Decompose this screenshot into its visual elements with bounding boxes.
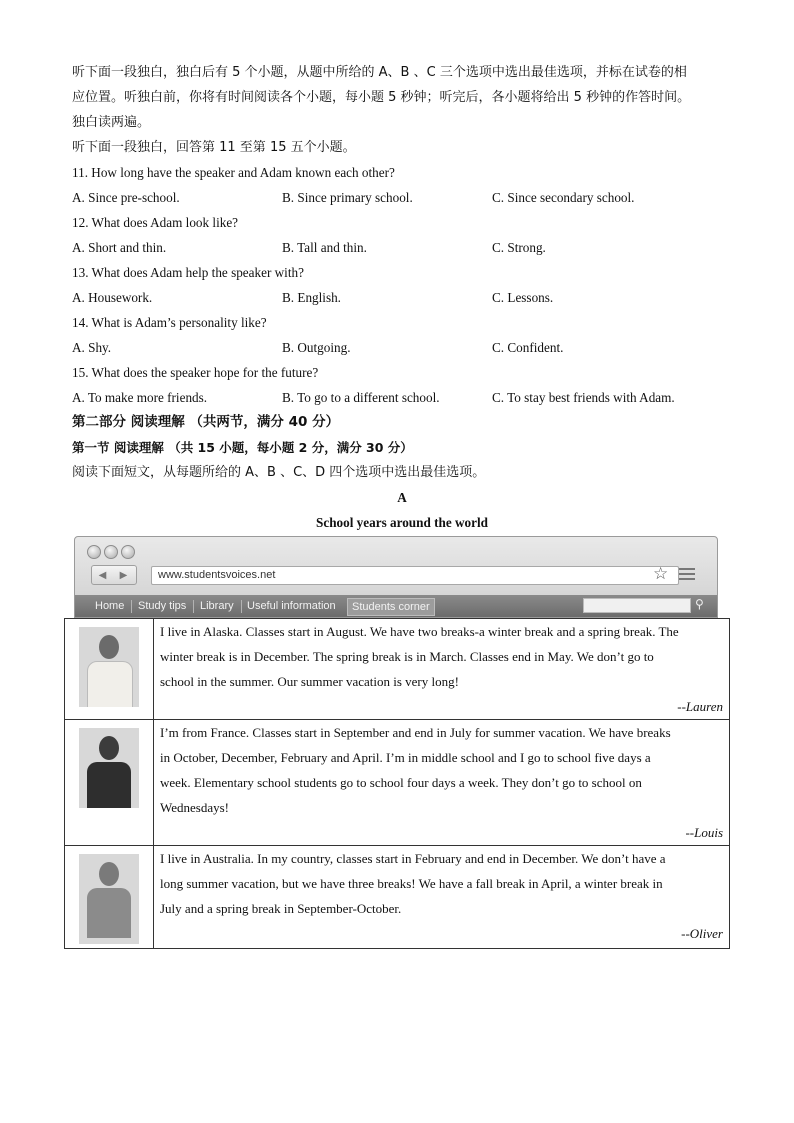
menu-icon — [679, 568, 695, 583]
question-text: 15. What does the speaker hope for the future? — [72, 365, 319, 380]
options-row — [72, 335, 732, 360]
option-c: C. Confident. — [492, 340, 564, 355]
post-row-oliver — [65, 846, 730, 949]
student-photo-louis — [79, 728, 139, 808]
listening-intro: 听下面一段独白，回答第 11 至第 15 五个小题。 — [72, 140, 356, 155]
listening-instruction-line-1: 听下面一段独白，独白后有 5 个小题，从题中所给的 A、B 、C 三个选项中选出最佳选项，并标在试卷的相 — [72, 65, 687, 80]
forward-arrow-icon: ▶ — [119, 570, 128, 581]
address-bar: www.studentsvoices.net — [151, 566, 679, 585]
post-author: --Louis — [685, 825, 723, 840]
nav-tab-study-tips: Study tips — [138, 600, 187, 612]
post-row-louis — [65, 720, 730, 846]
option-a: A. Since pre-school. — [72, 190, 180, 205]
nav-buttons — [91, 565, 137, 585]
option-b: B. English. — [282, 290, 341, 305]
student-photo-lauren — [79, 627, 139, 707]
post-line: July and a spring break in September-October. — [160, 901, 402, 916]
question-text: 12. What does Adam look like? — [72, 215, 239, 230]
question-11 — [72, 160, 732, 210]
photo-shirt — [87, 661, 133, 707]
nav-tab-students-corner: Students corner — [347, 598, 435, 616]
post-line: winter break is in December. The spring break is in March. Classes end in May. We don’t go to — [160, 649, 654, 664]
listening-instruction-line-2: 应位置。听独白前，你将有时间阅读各个小题，每小题 5 秒钟；听完后，各小题将给出 5 秒钟的作答时间。 — [72, 90, 691, 105]
option-a: A. Shy. — [72, 340, 112, 355]
question-text: 13. What does Adam help the speaker with? — [72, 265, 304, 280]
site-search-box — [583, 598, 691, 613]
listening-instruction-line-3: 独白读两遍。 — [72, 115, 151, 130]
reading-part-heading: 第二部分 阅读理解 （共两节，满分 40 分） — [72, 414, 340, 430]
post-row-lauren — [65, 619, 730, 720]
post-author: --Oliver — [681, 926, 723, 941]
option-a: A. Short and thin. — [72, 240, 167, 255]
option-b: B. Tall and thin. — [282, 240, 367, 255]
post-text-cell — [154, 720, 730, 846]
passage-title: School years around the world — [316, 515, 488, 530]
window-close-icon — [87, 545, 101, 559]
nav-tab-useful-information: Useful information — [247, 600, 336, 612]
post-line: in October, December, February and April. I’m in middle school and I go to school five days a — [160, 750, 651, 765]
question-12 — [72, 210, 732, 260]
option-c: C. Lessons. — [492, 290, 554, 305]
post-line: I live in Alaska. Classes start in August. We have two breaks-a winter break and a spring break. The — [160, 624, 679, 639]
photo-cell — [65, 720, 154, 846]
student-photo-oliver — [79, 854, 139, 944]
post-author: --Lauren — [677, 699, 723, 714]
reading-instruction: 阅读下面短文，从每题所给的 A、B 、C、D 四个选项中选出最佳选项。 — [72, 465, 486, 480]
exam-page — [72, 60, 732, 535]
window-controls — [87, 545, 138, 563]
question-text: 14. What is Adam’s personality like? — [72, 315, 267, 330]
post-text-cell — [154, 846, 730, 949]
question-15 — [72, 360, 732, 410]
option-b: B. To go to a different school. — [282, 390, 440, 405]
bookmark-star-icon: ☆ — [653, 564, 669, 584]
post-line: I’m from France. Classes start in September and end in July for summer vacation. We have breaks — [160, 725, 671, 740]
photo-cell — [65, 846, 154, 949]
browser-window — [74, 536, 718, 618]
passage-letter: A — [397, 490, 407, 505]
post-text-cell — [154, 619, 730, 720]
question-14 — [72, 310, 732, 360]
reading-section-heading: 第一节 阅读理解 （共 15 小题，每小题 2 分，满分 30 分） — [72, 440, 413, 455]
post-line: long summer vacation, but we have three breaks! We have a fall break in April, a winter break in — [160, 876, 663, 891]
options-row — [72, 385, 732, 410]
student-posts-table — [64, 618, 730, 949]
window-maximize-icon — [121, 545, 135, 559]
option-c: C. To stay best friends with Adam. — [492, 390, 675, 405]
post-line: week. Elementary school students go to school four days a week. They don’t go to school on — [160, 775, 642, 790]
post-line: I live in Australia. In my country, classes start in February and end in December. We don’t have a — [160, 851, 666, 866]
back-arrow-icon: ◀ — [98, 570, 107, 581]
window-minimize-icon — [104, 545, 118, 559]
option-b: B. Since primary school. — [282, 190, 413, 205]
option-a: A. Housework. — [72, 290, 153, 305]
post-line: school in the summer. Our summer vacation is very long! — [160, 674, 459, 689]
option-c: C. Since secondary school. — [492, 190, 635, 205]
search-icon: ⚲ — [695, 597, 704, 611]
options-row — [72, 285, 732, 310]
option-a: A. To make more friends. — [72, 390, 208, 405]
nav-tab-library: Library — [200, 600, 234, 612]
nav-tab-home: Home — [95, 600, 125, 612]
site-nav-bar — [75, 595, 717, 617]
options-row — [72, 235, 732, 260]
option-b: B. Outgoing. — [282, 340, 351, 355]
question-text: 11. How long have the speaker and Adam known each other? — [72, 165, 395, 180]
post-line: Wednesdays! — [160, 800, 229, 815]
options-row — [72, 185, 732, 210]
question-13 — [72, 260, 732, 310]
option-c: C. Strong. — [492, 240, 546, 255]
photo-cell — [65, 619, 154, 720]
